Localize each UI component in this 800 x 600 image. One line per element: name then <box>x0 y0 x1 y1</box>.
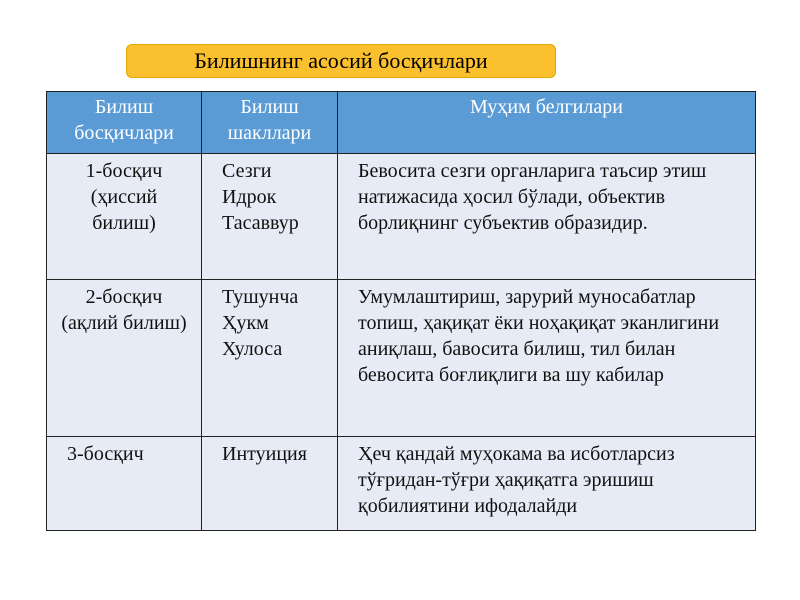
table-row <box>47 154 756 280</box>
stage-cell <box>47 154 202 280</box>
header-features-text: Муҳим белгилари <box>470 96 623 118</box>
header-forms-line1: Билиш <box>240 96 299 118</box>
features-text: Бевосита сезги органларига таъсир этиш натижасида ҳосил бўлади, объектив борлиқнинг субъектив образидир. <box>358 160 707 234</box>
table-header-row <box>47 92 756 154</box>
stage-name: 1-босқич <box>85 160 163 182</box>
form-item: Тушунча <box>222 286 299 308</box>
forms-cell <box>202 154 338 280</box>
header-forms <box>202 92 338 154</box>
header-features <box>338 92 756 154</box>
slide-title: Билишнинг асосий босқичлари <box>126 44 556 78</box>
table-row <box>47 437 756 531</box>
header-stages-line2: босқичлари <box>74 122 174 144</box>
form-item: Идрок <box>222 186 277 208</box>
stage-qualifier: (ақлий билиш) <box>61 312 187 334</box>
features-cell <box>338 437 756 531</box>
form-item: Ҳукм <box>222 312 269 334</box>
cognition-stages-table <box>46 91 756 531</box>
stage-name: 2-босқич <box>85 286 163 308</box>
form-item: Тасаввур <box>222 212 299 234</box>
stage-cell <box>47 437 202 531</box>
header-stages <box>47 92 202 154</box>
features-text: Умумлаштириш, зарурий муносабатлар топиш, ҳақиқат ёки ноҳақиқат эканлигини аниқлаш, бавосита билиш, тил билан бевосита боғлиқлиги ва шу кабилар <box>358 286 720 386</box>
header-forms-line2: шакллари <box>227 122 312 144</box>
stage-qualifier: (ҳиссий <box>90 186 158 208</box>
stage-qualifier-cont: билиш) <box>92 212 156 234</box>
features-cell <box>338 154 756 280</box>
forms-cell <box>202 280 338 437</box>
stage-cell <box>47 280 202 437</box>
form-item: Интуиция <box>222 443 307 465</box>
stage-name: 3-босқич <box>67 443 144 465</box>
features-cell <box>338 280 756 437</box>
form-item: Хулоса <box>222 338 283 360</box>
header-stages-line1: Билиш <box>94 96 154 118</box>
table-row <box>47 280 756 437</box>
form-item: Сезги <box>222 160 272 182</box>
features-text: Ҳеч қандай муҳокама ва исботларсиз тўғридан-тўғри ҳақиқатга эришиш қобилиятини ифодалайди <box>358 443 675 517</box>
forms-cell <box>202 437 338 531</box>
